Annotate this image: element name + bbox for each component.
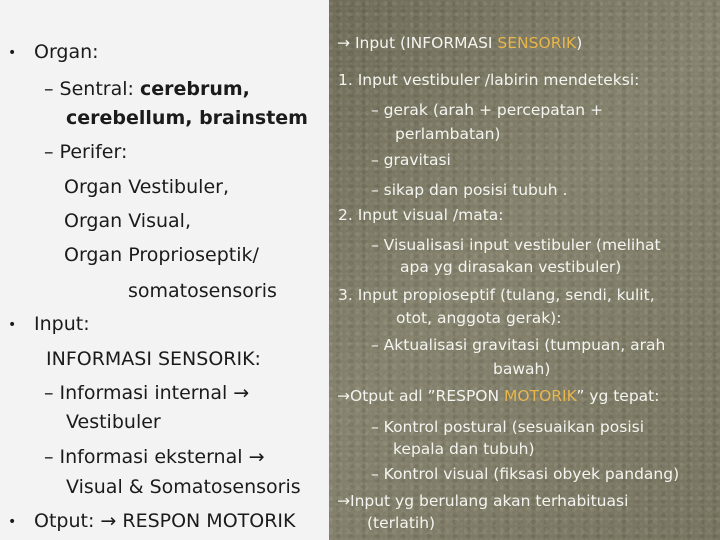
output-line: kepala dan tubuh) [393,440,535,458]
heading-text: Input (INFORMASI [354,34,498,52]
arrow-right-icon: → [248,446,265,468]
bullet-icon: • [8,514,17,530]
input-heading: INFORMASI SENSORIK: [46,348,261,370]
output-text-end: ” yg tepat: [576,387,660,405]
list-line: – gravitasi [371,151,451,169]
output-text: Otput adl ”RESPON [350,387,505,405]
habituation-line-cont: (terlatih) [367,514,436,532]
output-line: – Kontrol visual (fiksasi obyek pandang) [371,465,680,483]
internal-row [44,382,249,404]
eksternal-row [44,446,265,468]
list-line: otot, anggota gerak): [396,309,562,327]
output-heading [337,387,659,405]
list-line: – Visualisasi input vestibuler (melihat [371,236,661,254]
perifer-item: Organ Visual, [64,210,191,232]
arrow-right-icon: → [233,382,250,404]
arrow-right-icon: → [337,492,350,510]
list-line: – gerak (arah + percepatan + [371,101,604,119]
sentral-row [44,78,250,100]
sentral-value-cont: cerebellum, brainstem [66,107,308,129]
perifer-item: Organ Proprioseptik/ [64,244,259,266]
left-panel [0,0,329,540]
list-line: perlambatan) [395,125,501,143]
arrow-right-icon: → [337,387,350,405]
habituation-line [337,492,628,510]
output-label: Otput: [34,510,95,532]
perifer-label: – Perifer: [44,141,128,163]
heading-highlight: SENSORIK [497,34,577,52]
sentral-value: cerebrum, [139,78,250,100]
habituation-text: Input yg berulang akan terhabituasi [350,492,629,510]
arrow-right-icon: → [337,34,350,52]
list-line: – Aktualisasi gravitasi (tumpuan, arah [371,336,666,354]
organ-label: Organ: [34,41,99,63]
bullet-icon: • [8,45,17,61]
input-label: Input: [34,313,90,335]
internal-value: Vestibuler [66,411,161,433]
perifer-item: somatosensoris [128,280,277,302]
bullet-icon: • [8,317,17,333]
sentral-label: – Sentral: [44,78,134,100]
eksternal-value: Visual & Somatosensoris [66,476,301,498]
perifer-item: Organ Vestibuler, [64,176,229,198]
internal-label: – Informasi internal [44,382,228,404]
right-panel [329,0,720,540]
list-line: bawah) [493,360,551,378]
eksternal-label: – Informasi eksternal [44,446,243,468]
list-line: 3. Input propioseptif (tulang, sendi, kulit, [338,286,655,304]
heading-text-end: ) [576,34,583,52]
output-line: – Kontrol postural (sesuaikan posisi [371,418,645,436]
output-value: RESPON MOTORIK [122,510,296,532]
list-line: 2. Input visual /mata: [338,206,504,224]
list-line: apa yg dirasakan vestibuler) [400,258,622,276]
output-highlight: MOTORIK [504,387,577,405]
arrow-right-icon: → [100,510,117,532]
output-row [34,510,295,532]
list-line: – sikap dan posisi tubuh . [371,181,568,199]
right-heading [337,34,582,52]
list-line: 1. Input vestibuler /labirin mendeteksi: [338,71,640,89]
